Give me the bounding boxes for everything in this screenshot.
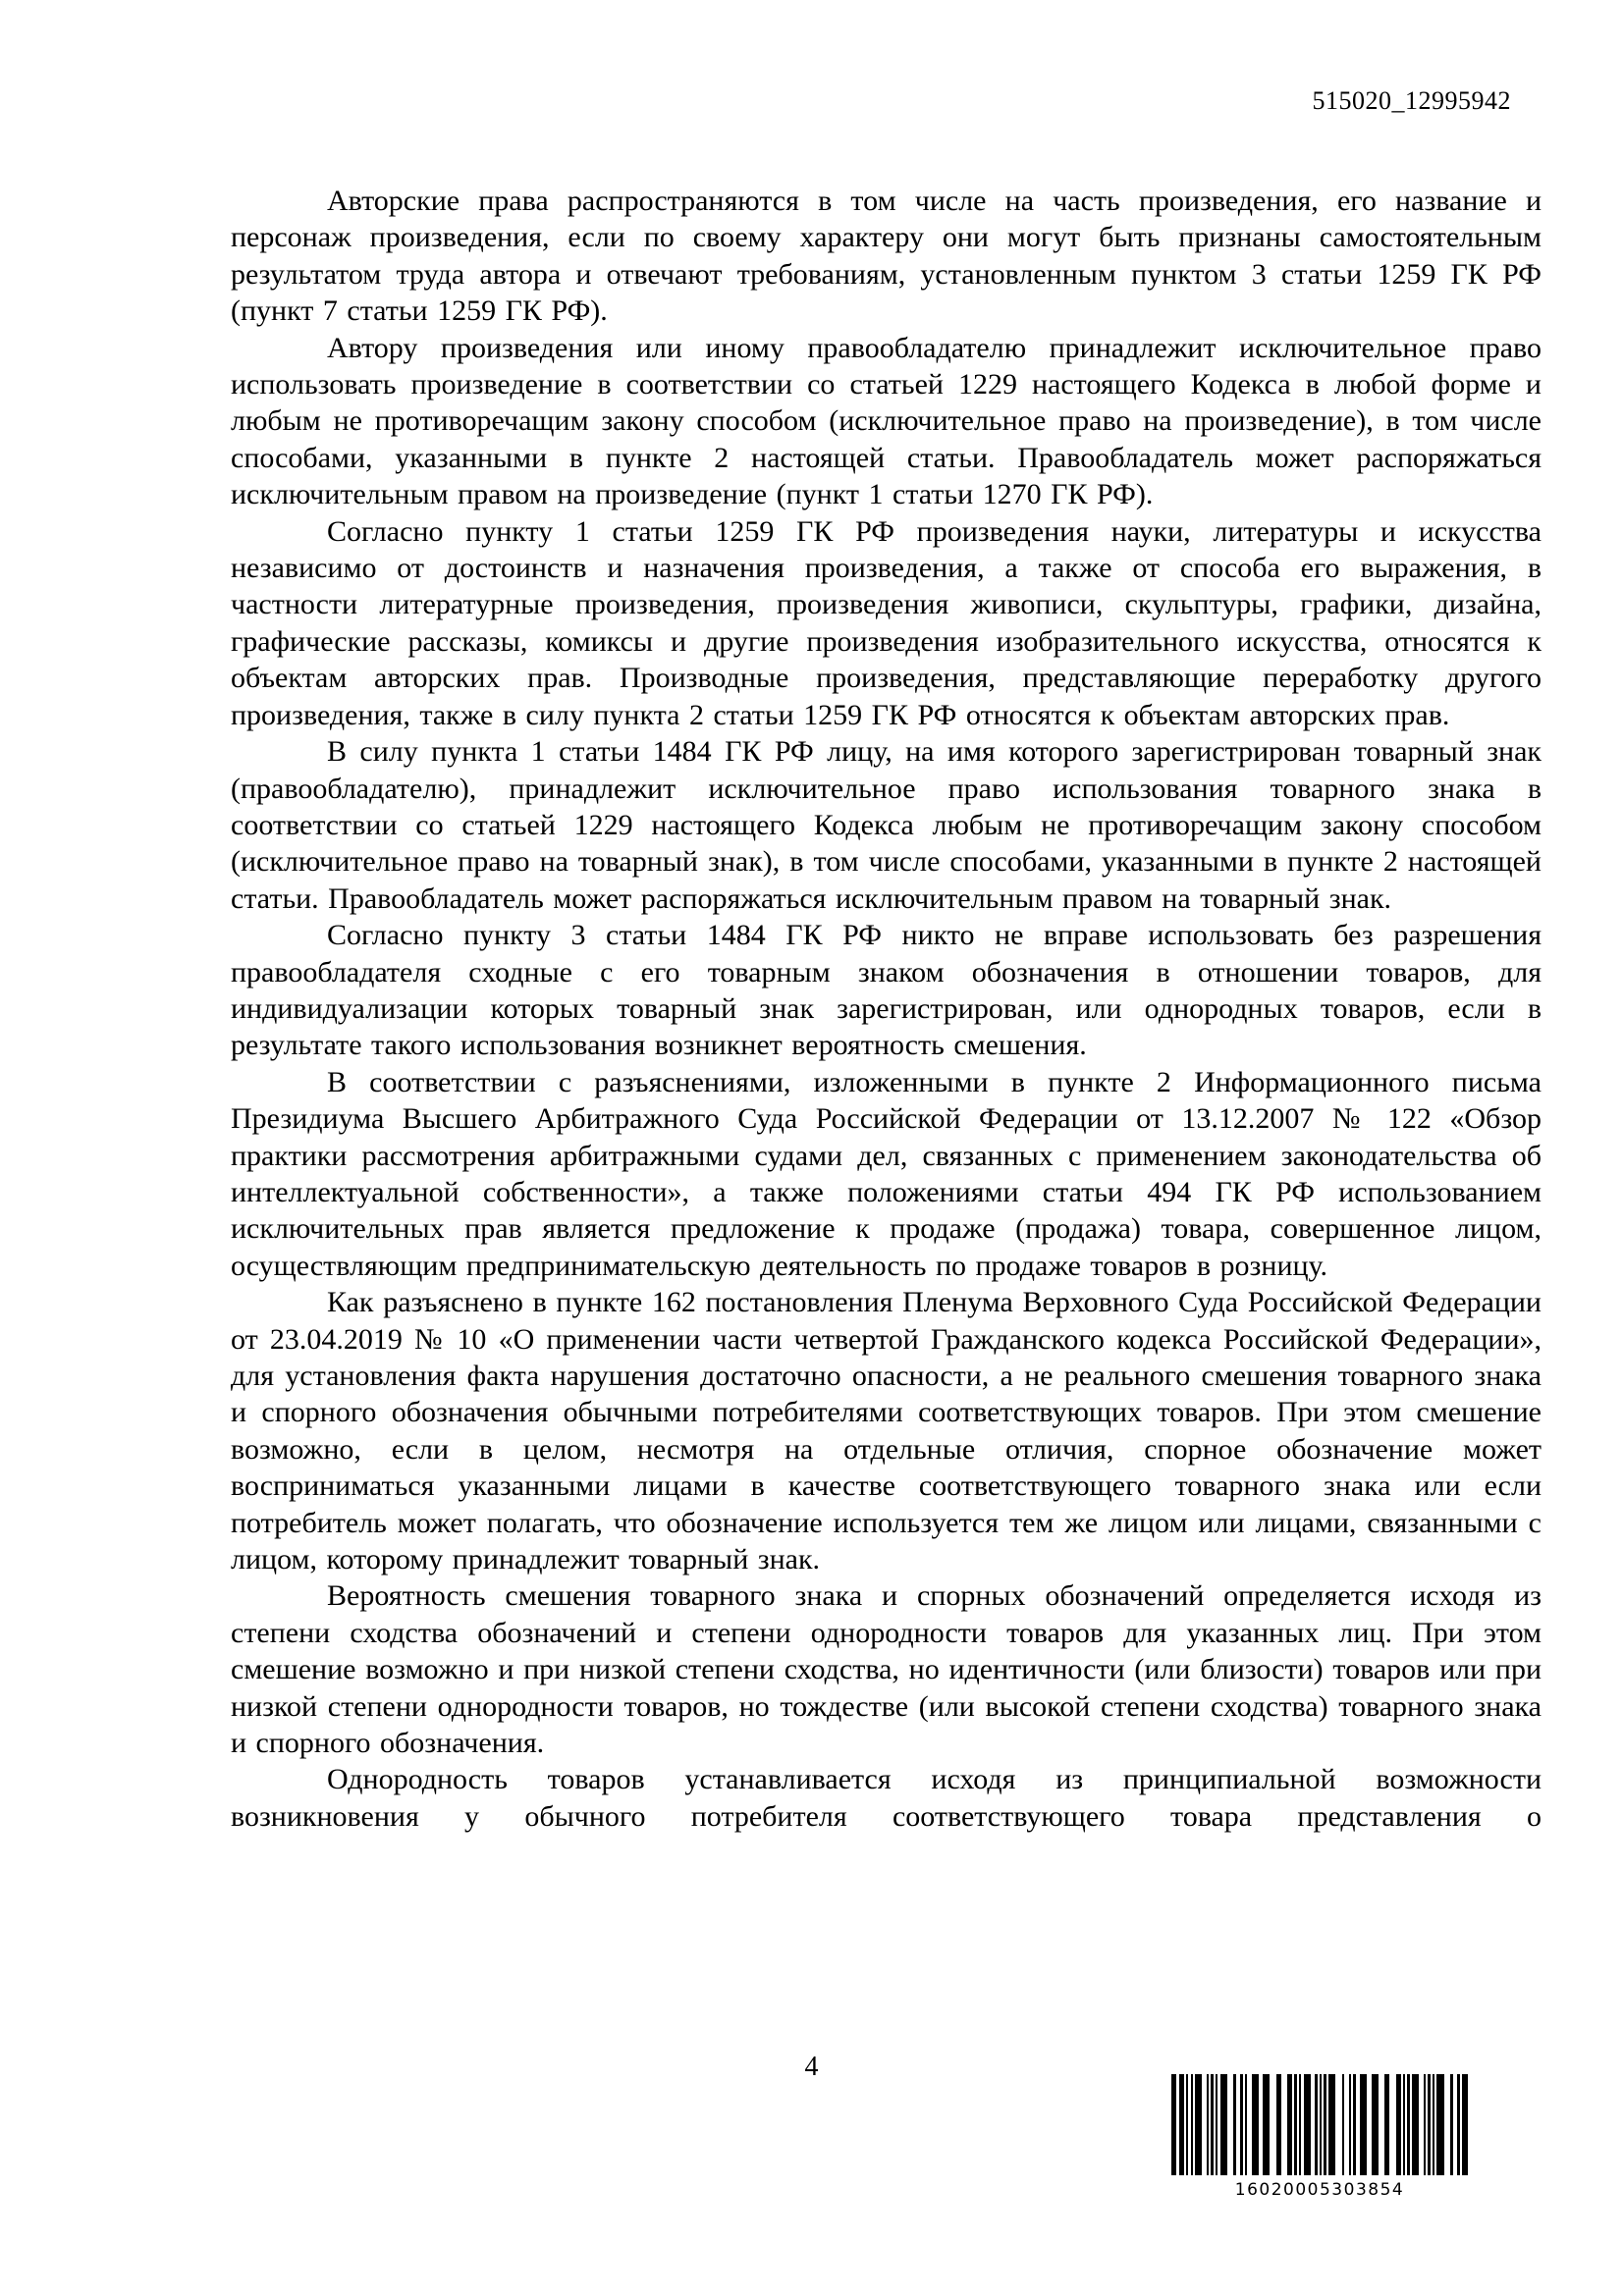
barcode xyxy=(1171,2074,1468,2175)
document-body xyxy=(231,183,1542,1835)
paragraph: Автору произведения или иному правообладателю принадлежит исключительное право использовать произведение в соответствии со статьей 1229 настоящего Кодекса в любой форме и любым не противоречащим закону способом (исключительное право на произведение), в том числе способами, указанными в пункте 2 настоящей статьи. Правообладатель может распоряжаться исключительным правом на произведение (пункт 1 статьи 1270 ГК РФ). xyxy=(231,331,1542,511)
paragraph: Как разъяснено в пункте 162 постановления Пленума Верховного Суда Российской Федерации от 23.04.2019 № 10 «О применении части четвертой Гражданского кодекса Российской Федерации», для установления факта нарушения достаточно опасности, а не реального смешения товарного знака и спорного обозначения обычными потребителями соответствующих товаров. При этом смешение возможно, если в целом, несмотря на отдельные отличия, спорное обозначение может восприниматься указанными лицами в качестве соответствующего товарного знака или если потребитель может полагать, что обозначение используется тем же лицом или лицами, связанными с лицом, которому принадлежит товарный знак. xyxy=(231,1286,1542,1576)
paragraph: Авторские права распространяются в том числе на часть произведения, его название и персонаж произведения, если по своему характеру они могут быть признаны самостоятельным результатом труда автора и отвечают требованиям, установленным пунктом 3 статьи 1259 ГК РФ (пункт 7 статьи 1259 ГК РФ). xyxy=(231,185,1542,328)
document-ref-number: 515020_12995942 xyxy=(1312,86,1511,115)
paragraph: Согласно пункту 1 статьи 1259 ГК РФ произведения науки, литературы и искусства независимо от достоинств и назначения произведения, а также от способа его выражения, в частности литературные произведения, произведения живописи, скульптуры, графики, дизайна, графические рассказы, комиксы и другие произведения изобразительного искусства, относятся к объектам авторских прав. Производные произведения, представляющие переработку другого произведения, также в силу пункта 2 статьи 1259 ГК РФ относятся к объектам авторских прав. xyxy=(231,514,1542,731)
paragraph: Однородность товаров устанавливается исходя из принципиальной возможности возникновения у обычного потребителя соответствующего товара представления о xyxy=(231,1763,1542,1833)
paragraph: Вероятность смешения товарного знака и спорных обозначений определяется исходя из степени сходства обозначений и степени однородности товаров для указанных лиц. При этом смешение возможно и при низкой степени сходства, но идентичности (или близости) товаров или при низкой степени однородности товаров, но тождестве (или высокой степени сходства) товарного знака и спорного обозначения. xyxy=(231,1579,1542,1760)
paragraph: В соответствии с разъяснениями, изложенными в пункте 2 Информационного письма Президиума Высшего Арбитражного Суда Российской Федерации от 13.12.2007 № 122 «Обзор практики рассмотрения арбитражными судами дел, связанных с применением законодательства об интеллектуальной собственности», а также положениями статьи 494 ГК РФ использованием исключительных прав является предложение к продаже (продажа) товара, совершенное лицом, осуществляющим предпринимательскую деятельность по продаже товаров в розницу. xyxy=(231,1065,1542,1282)
barcode-number: 16020005303854 xyxy=(1234,2180,1405,2200)
page-number: 4 xyxy=(804,2052,819,2082)
paragraph: В силу пункта 1 статьи 1484 ГК РФ лицу, на имя которого зарегистрирован товарный знак (правообладателю), принадлежит исключительное право использования товарного знака в соответствии со статьей 1229 настоящего Кодекса любым не противоречащим закону способом (исключительное право на товарный знак), в том числе способами, указанными в пункте 2 настоящей статьи. Правообладатель может распоряжаться исключительным правом на товарный знак. xyxy=(231,735,1542,915)
paragraph: Согласно пункту 3 статьи 1484 ГК РФ никто не вправе использовать без разрешения правообладателя сходные с его товарным знаком обозначения в отношении товаров, для индивидуализации которых товарный знак зарегистрирован, или однородных товаров, если в результате такого использования возникнет вероятность смешения. xyxy=(231,919,1542,1062)
